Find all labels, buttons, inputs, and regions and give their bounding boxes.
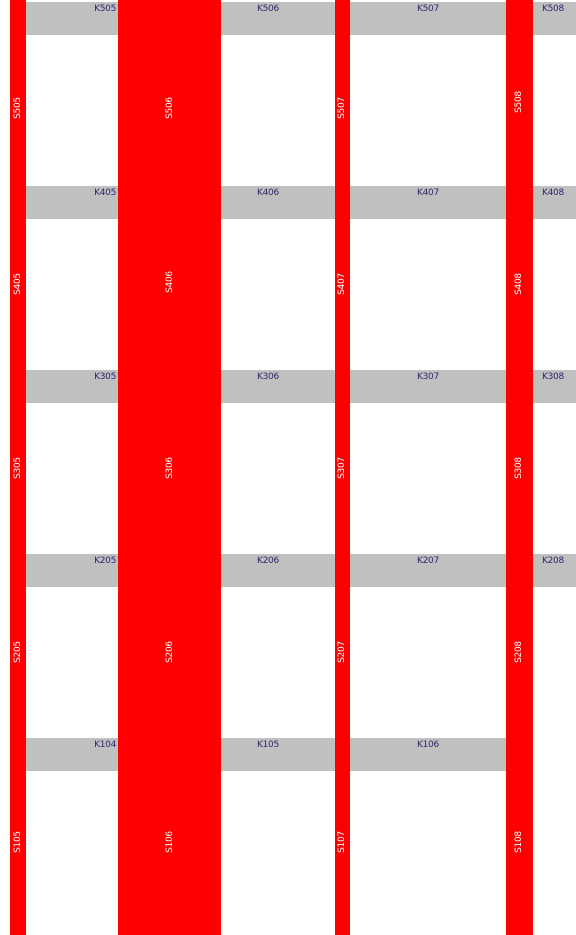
column-label-s107: S107: [337, 831, 347, 853]
column-label-s105: S105: [13, 831, 23, 853]
beam-label-k308: K308: [542, 372, 564, 382]
beam-band: [533, 554, 576, 587]
column-strip: [118, 0, 221, 935]
column-label-s205: S205: [13, 641, 23, 663]
beam-label-k406: K406: [257, 188, 279, 198]
beam-label-k305: K305: [94, 372, 116, 382]
column-label-s505: S505: [13, 97, 23, 119]
beam-label-k405: K405: [94, 188, 116, 198]
beam-band: [350, 554, 506, 587]
beam-label-k106: K106: [417, 740, 439, 750]
beam-band: [350, 370, 506, 403]
column-label-s506: S506: [165, 97, 175, 119]
column-label-s305: S305: [13, 457, 23, 479]
column-label-s108: S108: [514, 831, 524, 853]
beam-band: [350, 738, 506, 771]
beam-label-k506: K506: [257, 4, 279, 14]
column-strip: [506, 0, 533, 935]
column-label-s408: S408: [514, 273, 524, 295]
beam-band: [26, 370, 118, 403]
beam-label-k104: K104: [94, 740, 116, 750]
beam-band: [221, 186, 335, 219]
column-label-s306: S306: [165, 457, 175, 479]
beam-label-k306: K306: [257, 372, 279, 382]
beam-band: [221, 370, 335, 403]
column-strip: [10, 0, 26, 935]
beam-label-k407: K407: [417, 188, 439, 198]
beam-label-k307: K307: [417, 372, 439, 382]
beam-label-k105: K105: [257, 740, 279, 750]
beam-band: [26, 2, 118, 35]
column-label-s307: S307: [337, 457, 347, 479]
beam-band: [533, 370, 576, 403]
beam-label-k507: K507: [417, 4, 439, 14]
beam-label-k207: K207: [417, 556, 439, 566]
beam-band: [350, 2, 506, 35]
beam-label-k408: K408: [542, 188, 564, 198]
column-label-s308: S308: [514, 457, 524, 479]
column-label-s507: S507: [337, 97, 347, 119]
beam-band: [533, 2, 576, 35]
beam-label-k508: K508: [542, 4, 564, 14]
column-label-s207: S207: [337, 641, 347, 663]
column-label-s208: S208: [514, 641, 524, 663]
beam-label-k205: K205: [94, 556, 116, 566]
beam-band: [221, 2, 335, 35]
beam-label-k208: K208: [542, 556, 564, 566]
column-label-s508: S508: [514, 91, 524, 113]
beam-band: [26, 186, 118, 219]
beam-band: [221, 738, 335, 771]
column-strip: [335, 0, 350, 935]
column-label-s106: S106: [165, 831, 175, 853]
beam-band: [350, 186, 506, 219]
beam-band: [26, 554, 118, 587]
beam-label-k505: K505: [94, 4, 116, 14]
beam-label-k206: K206: [257, 556, 279, 566]
column-label-s407: S407: [337, 273, 347, 295]
beam-band: [221, 554, 335, 587]
column-label-s406: S406: [165, 271, 175, 293]
column-label-s405: S405: [13, 273, 23, 295]
column-label-s206: S206: [165, 641, 175, 663]
beam-band: [26, 738, 118, 771]
beam-band: [533, 186, 576, 219]
